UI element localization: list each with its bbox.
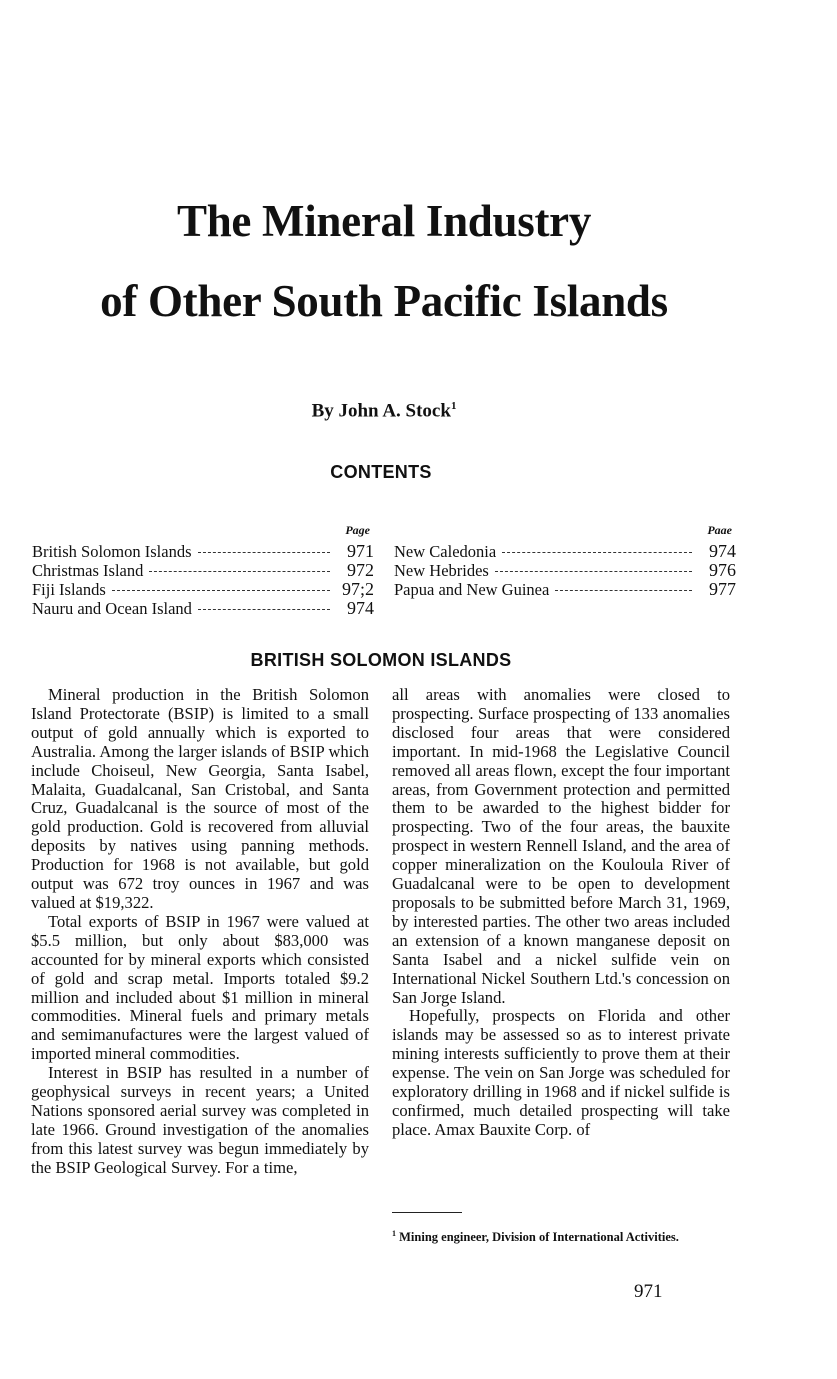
toc-left-column [32,522,374,618]
body-paragraph: Interest in BSIP has resulted in a number of geophysical surveys in recent years; a United Nations sponsored aerial survey was completed in late 1966. Ground investigation of the anomalies from this latest survey was begun immediately by the BSIP Geological Survey. For a time, [31,1063,369,1177]
toc-leader [555,589,692,591]
toc-leader [149,570,330,572]
author-name: By John A. Stock [311,400,451,422]
body-paragraph: Total exports of BSIP in 1967 were valued at $5.5 million, but only about $83,000 was accounted for by mineral exports which consisted of gold and scrap metal. Imports totaled $9.2 million and included about $1 million in mineral commodities. Mineral fuels and primary metals and semimanufactures were the largest valued of imported mineral commodities. [31,911,369,1064]
toc-page-label: Page [345,523,370,537]
byline [0,400,768,422]
toc-leader [198,551,330,553]
title-line-2: of Other South Pacific Islands [100,276,668,326]
toc-entry[interactable] [394,542,736,561]
toc-entry-page: 976 [709,560,736,580]
toc-entry[interactable] [32,599,374,618]
toc-entry-label: Christmas Island [32,561,144,580]
toc-entry-page: 977 [709,579,736,599]
toc-entry[interactable] [394,580,736,599]
page-number: 971 [634,1281,663,1302]
toc-entry[interactable] [32,580,374,599]
toc-entry-page: 971 [347,541,374,561]
section-heading: BRITISH SOLOMON ISLANDS [250,650,512,670]
toc-entry[interactable] [32,542,374,561]
toc-leader [198,608,330,610]
toc-entry-label: New Caledonia [394,542,497,561]
toc-entry[interactable] [394,561,736,580]
toc-entry-page: 97;2 [341,579,374,599]
footnote-mark: 1 [392,1229,396,1238]
title-line-1: The Mineral Industry [176,196,592,246]
body-column-right [392,686,730,1140]
toc-entry[interactable] [32,561,374,580]
footnote-text: Mining engineer, Division of International Activities. [399,1230,679,1245]
toc-entry-label: Papua and New Guinea [394,580,550,599]
toc-entry-label: Fiji Islands [32,580,106,599]
toc-right-column [394,522,736,599]
footnote [392,1226,732,1245]
contents-heading: CONTENTS [330,462,432,482]
toc-entry-page: 972 [347,560,374,580]
toc-leader [502,551,692,553]
body-paragraph: all areas with anomalies were closed to prospecting. Surface prospecting of 133 anomalies disclosed four areas that were considered important. In mid-1968 the Legislative Council removed all areas flown, except the four important areas, from Government protection and permitted them to be awarded to the highest bidder for prospecting. Two of the four areas, the bauxite prospect in western Rennell Island, and the area of copper mineralization on the Kouloula River of Guadalcanal were to be open to development proposals to be submitted before March 31, 1969, by interested parties. The other two areas included an extension of a known manganese deposit on Santa Isabel and a nickel sulfide vein on International Nickel Southern Ltd.'s concession on San Jorge Island. [392,685,730,1007]
body-paragraph: Hopefully, prospects on Florida and other islands may be assessed so as to interest private mining interests sufficiently to prove them at their expense. The vein on San Jorge was scheduled for exploratory drilling in 1968 and if nickel sulfide is confirmed, much detailed prospecting will take place. Amax Bauxite Corp. of [392,1006,730,1139]
toc-entry-page: 974 [709,541,736,561]
toc-entry-label: Nauru and Ocean Island [32,599,192,618]
toc-entry-label: New Hebrides [394,561,489,580]
byline-footnote-mark: 1 [450,400,457,412]
toc-entry-label: British Solomon Islands [32,542,192,561]
body-paragraph: Mineral production in the British Solomon Island Protectorate (BSIP) is limited to a small output of gold annually which is exported to Australia. Among the larger islands of BSIP which include Choiseul, New Georgia, Santa Isabel, Malaita, Guadalcanal, San Cristobal, and Santa Cruz, Guadalcanal is the source of most of the gold production. Gold is recovered from alluvial deposits by natives using panning methods. Production for 1968 is not available, but gold output was 672 troy ounces in 1967 and was valued at $19,322. [31,685,369,912]
footnote-rule [392,1212,462,1213]
toc-entry-page: 974 [347,598,374,618]
toc-leader [112,589,330,591]
body-column-left [31,686,369,1178]
toc-page-label: Paae [707,523,732,537]
toc-leader [495,570,692,572]
